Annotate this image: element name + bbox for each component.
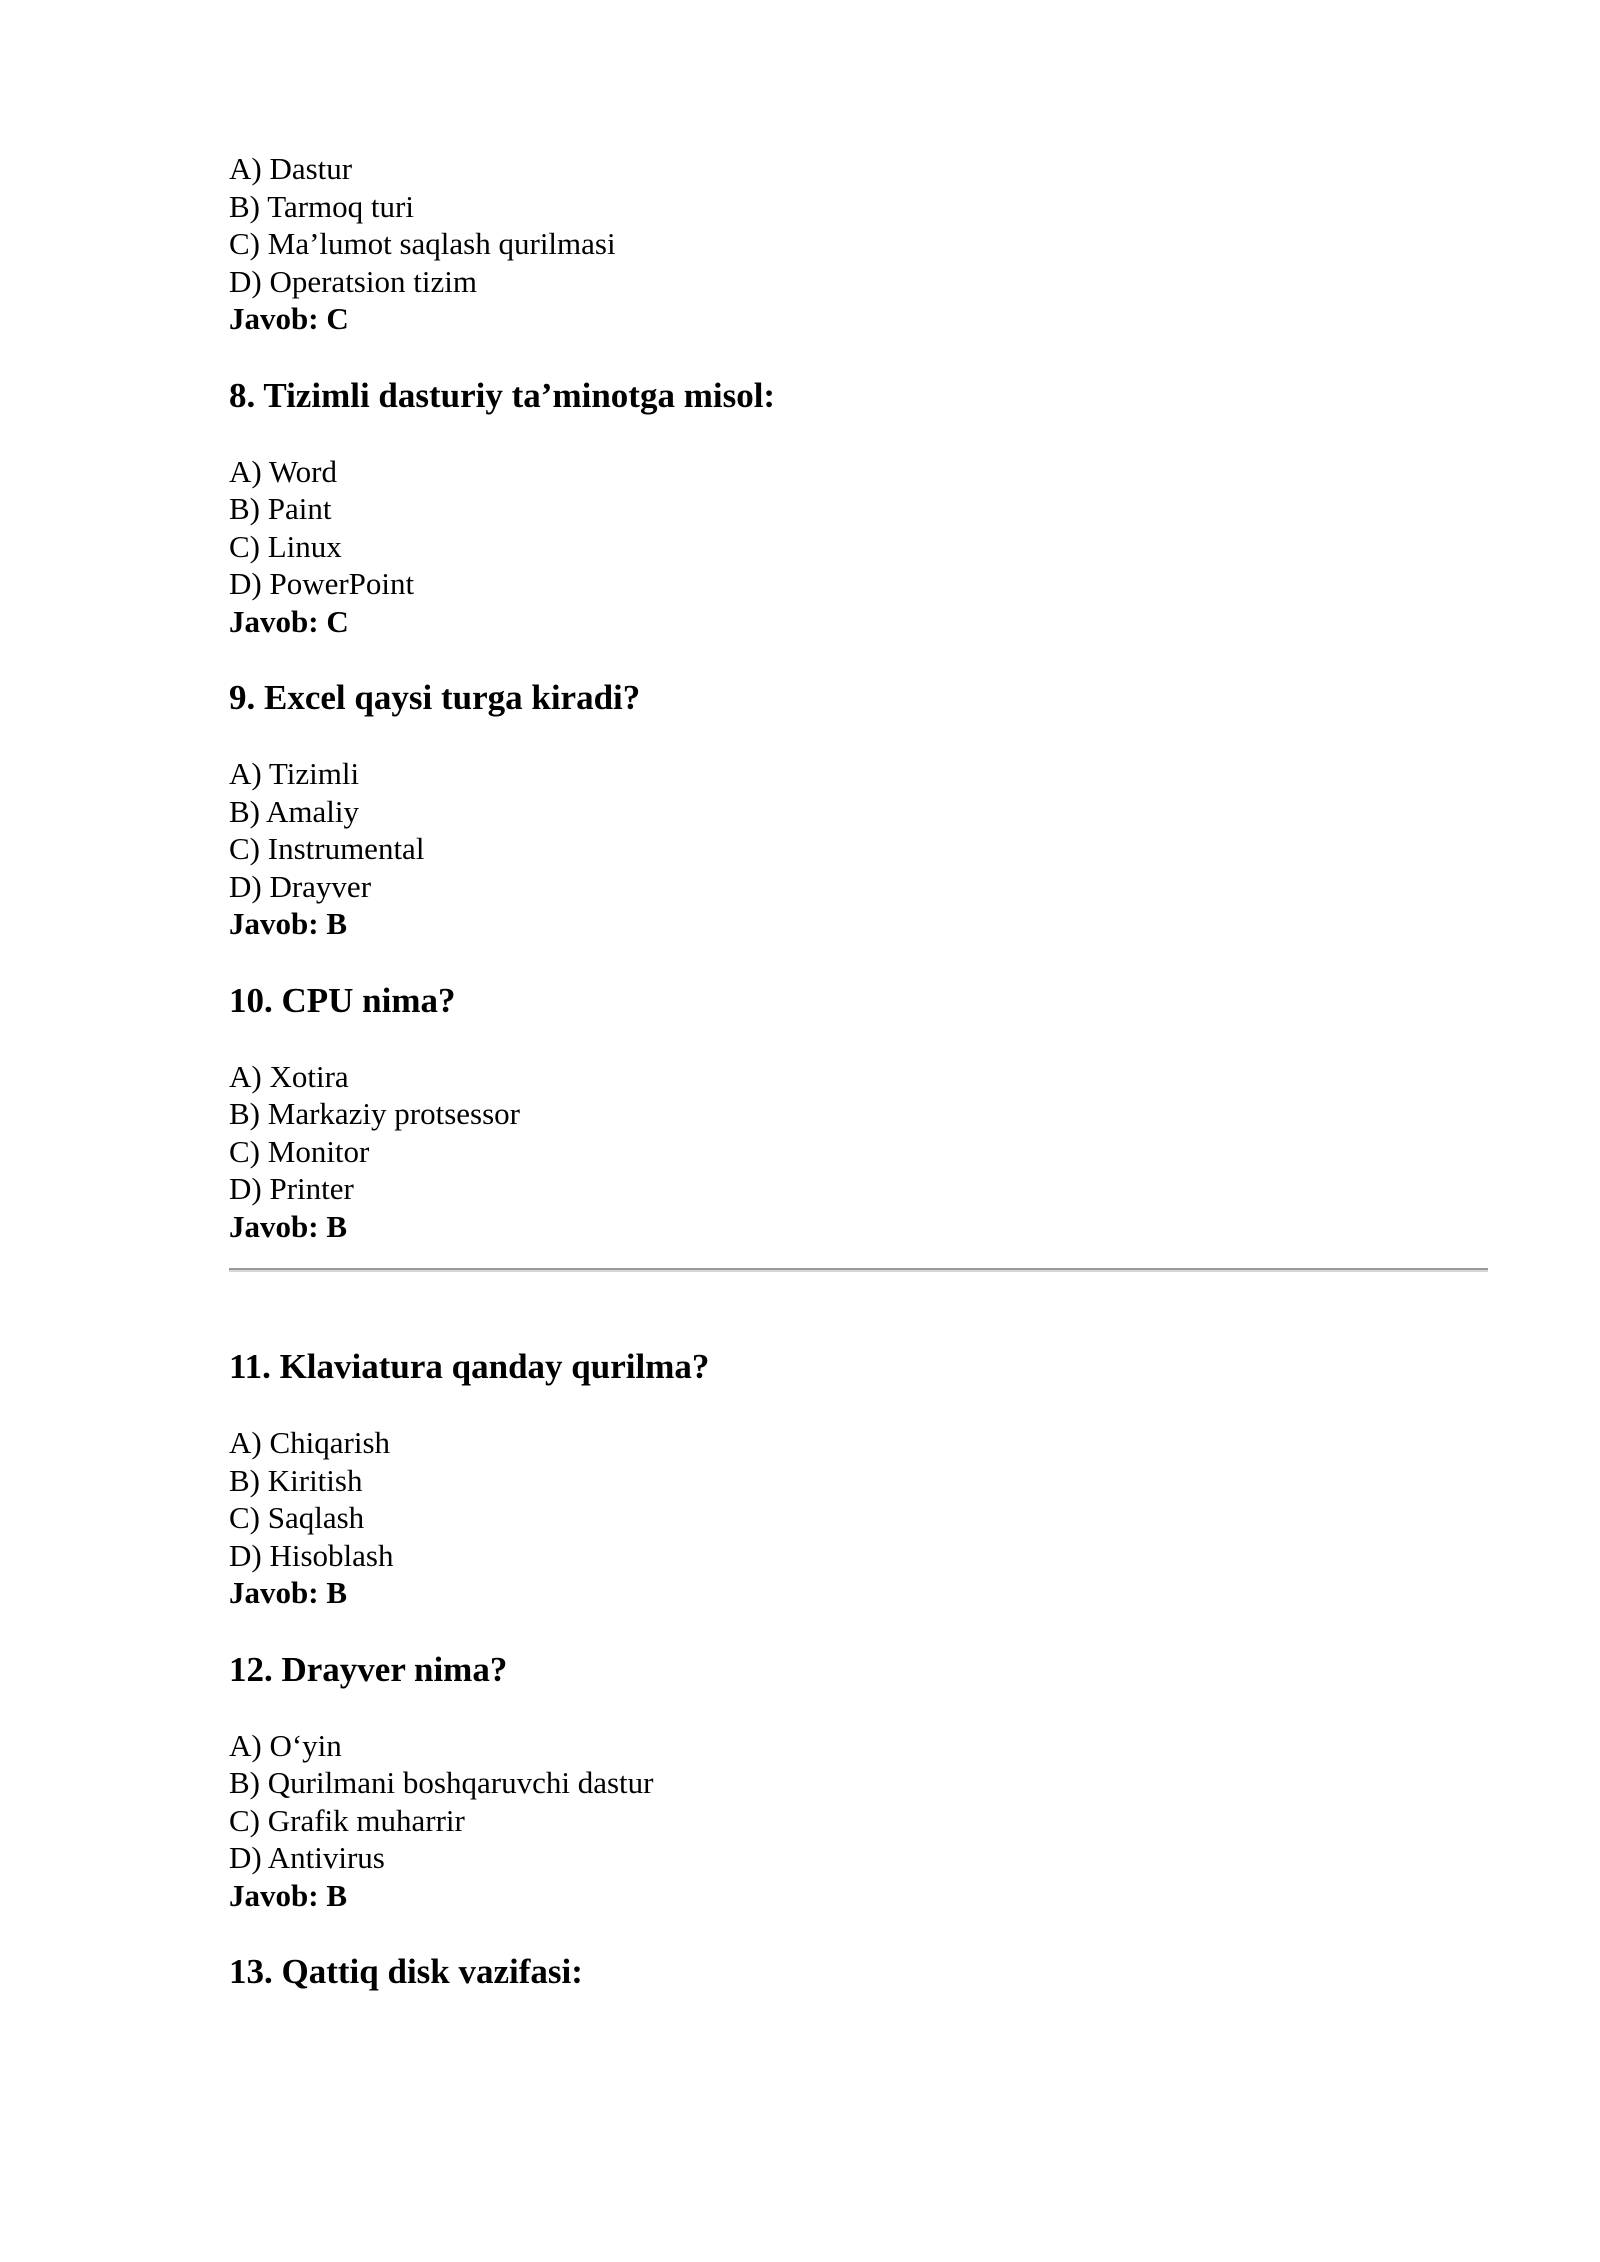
answer-line: Javob: B: [229, 906, 347, 941]
option-a: A) Word: [229, 453, 338, 489]
option-a: A) O‘yin: [229, 1727, 342, 1763]
option-b: B) Amaliy: [229, 793, 360, 829]
question-block-11: [229, 1347, 1489, 1612]
question-block-12: [229, 1650, 1489, 1915]
option-c: C) Ma’lumot saqlash qurilmasi: [229, 226, 616, 261]
question-block-8: [229, 376, 1489, 641]
option-b: B) Tarmoq turi: [229, 188, 414, 224]
option-c: C) Linux: [229, 528, 342, 564]
question-block-10: [229, 981, 1489, 1246]
answer-line: Javob: B: [229, 1877, 347, 1913]
option-b: B) Kiritish: [229, 1462, 363, 1498]
question-heading: 10. CPU nima?: [229, 980, 456, 1020]
option-c: C) Saqlash: [229, 1500, 365, 1535]
option-a: A) Tizimli: [229, 756, 360, 791]
question-block-9: [229, 678, 1489, 943]
answer-line: Javob: C: [229, 301, 349, 336]
option-a: A) Xotira: [229, 1058, 349, 1094]
option-c: C) Grafik muharrir: [229, 1802, 465, 1838]
option-c: C) Monitor: [229, 1133, 370, 1169]
option-d: D) PowerPoint: [229, 566, 415, 601]
option-b: B) Paint: [229, 491, 332, 526]
question-heading: 9. Excel qaysi turga kiradi?: [229, 678, 641, 717]
question-block-13: [229, 1952, 1489, 1992]
question-heading: 12. Drayver nima?: [229, 1649, 508, 1689]
answer-line: Javob: B: [229, 1208, 347, 1244]
answer-line: Javob: C: [229, 603, 349, 639]
option-a: A) Chiqarish: [229, 1425, 391, 1460]
option-d: D) Printer: [229, 1171, 354, 1206]
question-heading: 8. Tizimli dasturiy ta’minotga misol:: [229, 375, 776, 415]
option-c: C) Instrumental: [229, 831, 425, 866]
answer-line: Javob: B: [229, 1575, 347, 1610]
option-a: A) Dastur: [229, 151, 353, 186]
option-d: D) Drayver: [229, 868, 372, 904]
question-heading: 13. Qattiq disk vazifasi:: [229, 1952, 583, 1991]
option-d: D) Operatsion tizim: [229, 263, 477, 299]
option-d: D) Antivirus: [229, 1840, 385, 1875]
question-block-7: [229, 150, 1489, 338]
option-b: B) Markaziy protsessor: [229, 1096, 520, 1131]
question-heading: 11. Klaviatura qanday qurilma?: [229, 1347, 710, 1386]
option-b: B) Qurilmani boshqaruvchi dastur: [229, 1765, 654, 1800]
document-page: [229, 150, 1489, 1992]
option-d: D) Hisoblash: [229, 1537, 394, 1573]
